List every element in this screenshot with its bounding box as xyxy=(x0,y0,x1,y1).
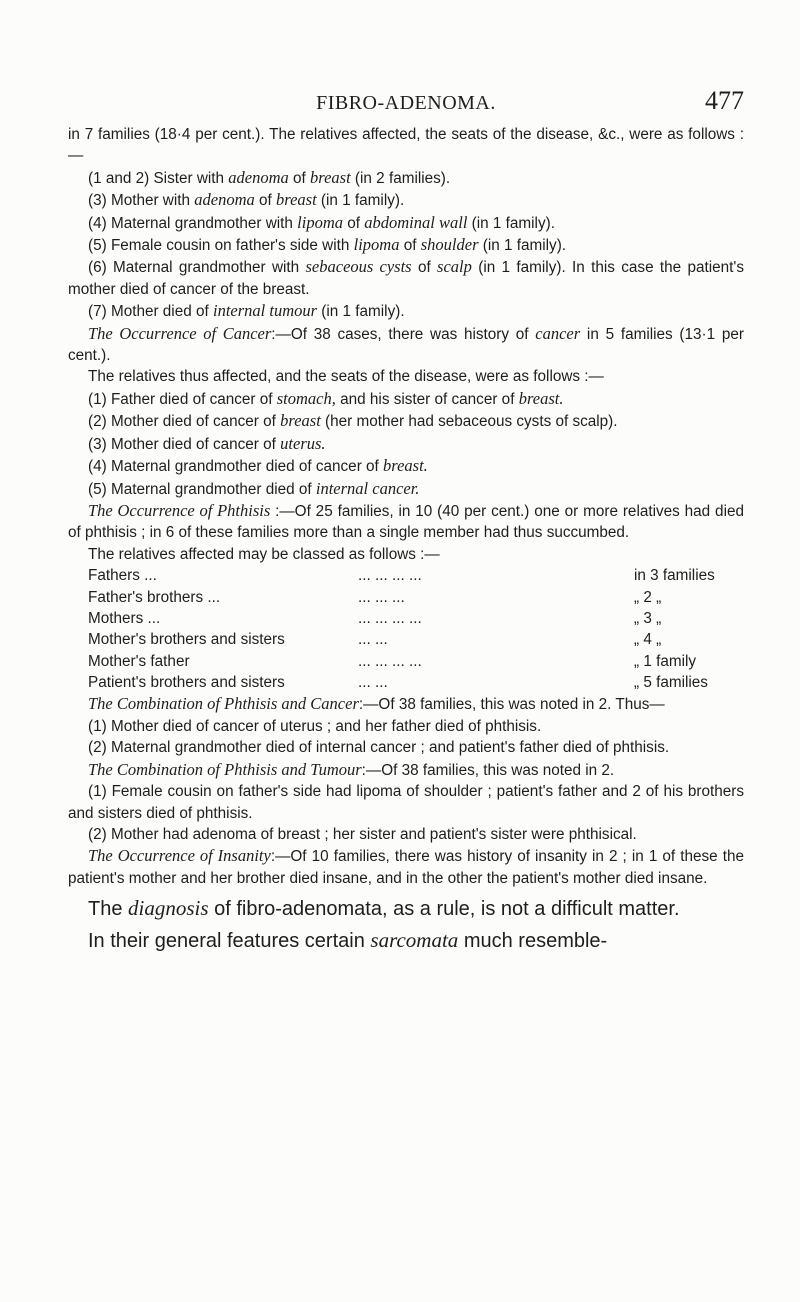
adenoma-relatives-list xyxy=(68,167,744,323)
section-heading: The Combination of Phthisis and Cancer xyxy=(88,694,359,714)
list-item: (4) Maternal grandmother with lipoma of abdominal wall (in 1 family). xyxy=(88,212,555,232)
list-item: (1) Female cousin on father's side had lipoma of shoulder ; patient's father and 2 of his brothers and sisters died of phthisis. xyxy=(68,783,744,822)
table-row: Mother's brothers and sisters ... ... „ 4 „ xyxy=(88,631,662,649)
list-item: (2) Mother had adenoma of breast ; her sister and patient's sister were phthisical. xyxy=(88,825,637,843)
section-heading: The Occurrence of Phthisis xyxy=(88,500,271,520)
phthisis-relatives-table xyxy=(88,565,744,693)
book-page xyxy=(68,84,744,957)
list-item: (6) Maternal grandmother with sebaceous cysts of scalp (in 1 family). In this case the patient's mother died of cancer of the breast. xyxy=(68,257,745,298)
list-item: (5) Female cousin on father's side with lipoma of shoulder (in 1 family). xyxy=(88,235,567,255)
paragraph-phthisis-follows: The relatives affected may be classed as follows :— xyxy=(88,545,440,563)
page-number: 477 xyxy=(705,86,744,115)
table-row: Mother's father ... ... ... ... „ 1 family xyxy=(88,652,697,670)
paragraph-phthisis-cancer: The Combination of Phthisis and Cancer:—Of 38 families, this was noted in 2. Thus— xyxy=(88,694,665,714)
section-heading: The Occurrence of Cancer xyxy=(88,323,272,343)
list-item: (1) Mother died of cancer of uterus ; and her father died of phthisis. xyxy=(88,717,542,735)
table-row: Patient's brothers and sisters ... ... „ 5 families xyxy=(88,674,708,692)
paragraph-phthisis: The Occurrence of Phthisis :—Of 25 families, in 10 (40 per cent.) one or more relatives had died of phthisis ; in 6 of these families more than a single member had thus succumbed. xyxy=(68,500,744,542)
page-header xyxy=(68,84,744,124)
cancer-relatives-list xyxy=(68,388,744,500)
table-row: Fathers ... ... ... ... ... in 3 families xyxy=(88,567,715,585)
paragraph-insanity: The Occurrence of Insanity:—Of 10 families, there was history of insanity in 2 ; in 1 of these the patient's mother and her brother died insane, and in the other the patient's mother died insane. xyxy=(68,846,744,887)
paragraph-sarcomata: In their general features certain sarcomata much resemble- xyxy=(88,928,608,953)
running-title: FIBRO-ADENOMA. xyxy=(316,92,496,114)
table-row: Mothers ... ... ... ... ... „ 3 „ xyxy=(88,609,662,627)
paragraph-phthisis-tumour: The Combination of Phthisis and Tumour:—Of 38 families, this was noted in 2. xyxy=(88,759,615,779)
list-item: (2) Maternal grandmother died of internal cancer ; and patient's father died of phthisis. xyxy=(88,739,670,757)
list-item: (4) Maternal grandmother died of cancer of breast. xyxy=(88,456,428,476)
paragraph-diagnosis: The diagnosis of fibro-adenomata, as a rule, is not a difficult matter. xyxy=(88,896,680,921)
paragraph-cancer-follows: The relatives thus affected, and the seats of the disease, were as follows :— xyxy=(88,368,604,386)
page-body xyxy=(68,124,744,957)
table-row: Father's brothers ... ... ... ... „ 2 „ xyxy=(88,588,662,606)
paragraph-cancer: The Occurrence of Cancer:—Of 38 cases, there was history of cancer in 5 families (13·1 per cent.). xyxy=(68,323,744,365)
list-item: (1 and 2) Sister with adenoma of breast (in 2 families). xyxy=(88,167,451,187)
list-item: (1) Father died of cancer of stomach, and his sister of cancer of breast. xyxy=(88,388,564,408)
section-heading: The Combination of Phthisis and Tumour xyxy=(88,759,362,779)
list-item: (3) Mother died of cancer of uterus. xyxy=(88,433,326,453)
section-heading: The Occurrence of Insanity xyxy=(88,846,271,866)
list-item: (7) Mother died of internal tumour (in 1 family). xyxy=(88,301,405,321)
list-item: (3) Mother with adenoma of breast (in 1 family). xyxy=(88,190,405,210)
list-item: (2) Mother died of cancer of breast (her mother had sebaceous cysts of scalp). xyxy=(88,411,618,431)
paragraph-adenoma-intro: in 7 families (18·4 per cent.). The relatives affected, the seats of the disease, &c., were as follows :— xyxy=(68,126,744,165)
list-item: (5) Maternal grandmother died of internal cancer. xyxy=(88,478,420,498)
